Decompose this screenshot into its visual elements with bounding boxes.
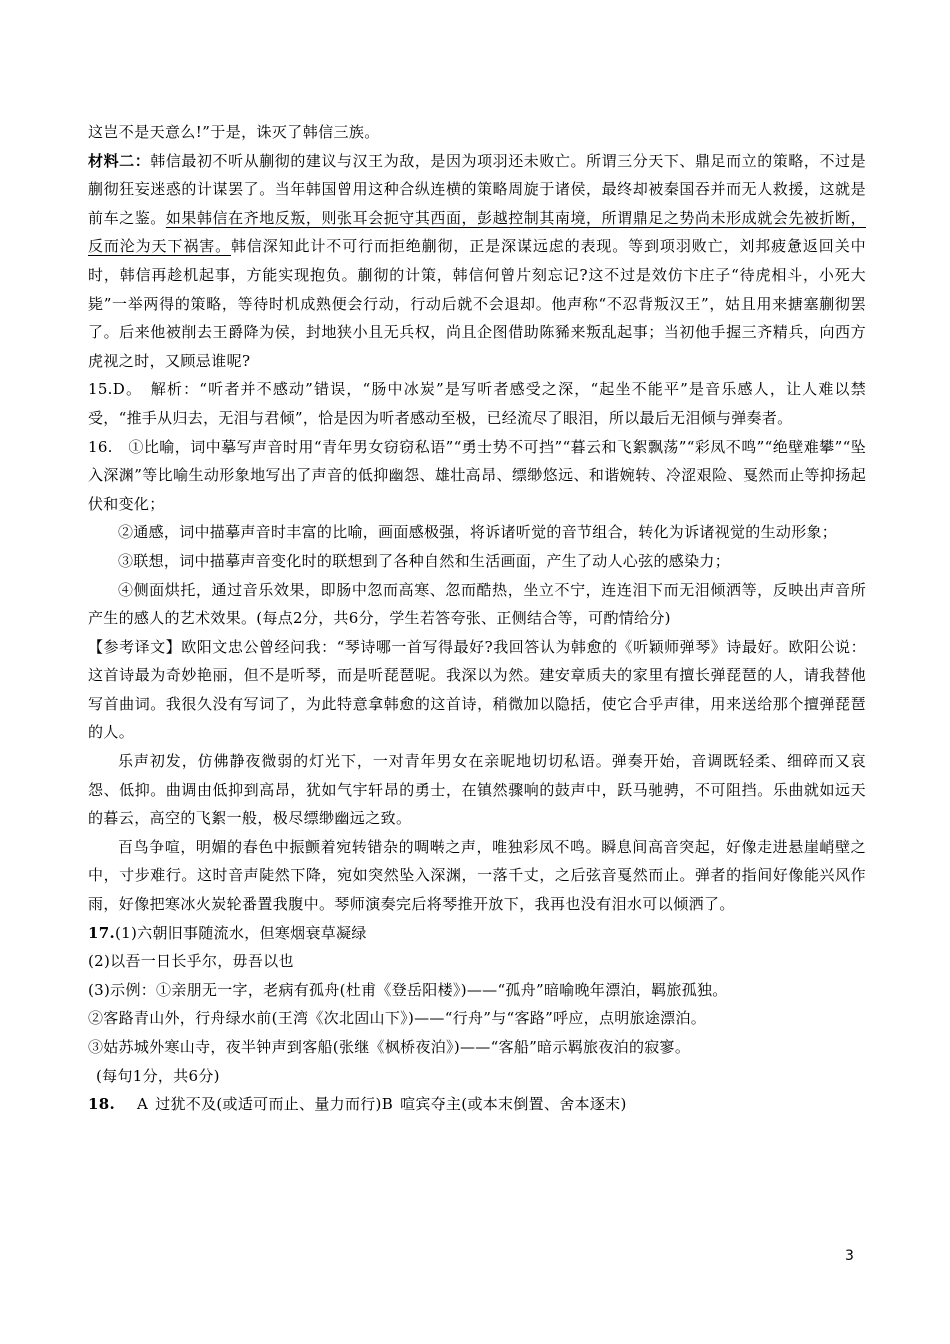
- answer-17-number: 17.: [88, 923, 115, 942]
- answer-16-point-2: ②通感，词中描摹声音时丰富的比喻，画面感极强，将诉诸听觉的音节组合，转化为诉诸视觉的生动形象；: [118, 523, 838, 542]
- answer-17-line-2: (2)以吾一日长乎尔，毋吾以也: [88, 952, 294, 971]
- answer-17-scoring: (每句1分，共6分): [96, 1066, 220, 1085]
- material-two-underlined: 如果韩信在齐地反叛，则张耳会扼守其西面，彭越控制其南境，所谓鼎足之势尚未形成就会先被折断，反而沦为天下祸害。: [88, 208, 866, 256]
- material-two: [88, 147, 866, 376]
- material-two-text-2: 韩信深知此计不可行而拒绝蒯彻，正是深谋远虑的表现。等到项羽败亡，刘邦疲惫返回关中时，韩信再趁机起事，方能实现抱负。蒯彻的计策，韩信何曾片刻忘记?这不过是效仿卞庄子“待虎相斗，小死大毙”一举两得的策略，等待时机成熟便会行动，行动后就不会退却。他声称“不忍背叛汉王”，姑且用来搪塞蒯彻罢了。后来他被削去王爵降为侯，封地狭小且无兵权，尚且企图借助陈豨来叛乱起事；当初他手握三齐精兵，向西方虎视之时，又顾忌谁呢?: [88, 237, 866, 370]
- reference-translation-3: 百鸟争喧，明媚的春色中振颤着宛转错杂的啁啭之声，唯独彩凤不鸣。瞬息间高音突起，好像走进悬崖峭壁之中，寸步难行。这时音声陡然下降，宛如突然坠入深渊，一落千丈，之后弦音戛然而止。弹者的指间好像能兴风作雨，好像把寒冰火炭轮番置我腹中。琴师演奏完后将琴推开放下，我再也没有泪水可以倾洒了。: [88, 837, 866, 914]
- answer-17-line-5: ③姑苏城外寒山寺，夜半钟声到客船(张继《枫桥夜泊》)——“客船”暗示羁旅夜泊的寂寥。: [88, 1038, 691, 1056]
- answer-15: 15.D。 解析：“听者并不感动”错误，“肠中冰炭”是写听者感受之深，“起坐不能平”是音乐感人，让人难以禁受，“推手从归去，无泪与君倾”，恰是因为听者感动至极，已经流尽了眼泪，所以最后无泪倾与弹奏者。: [88, 380, 866, 427]
- answer-17-part-1: (1)六朝旧事随流水，但寒烟衰草凝绿: [115, 923, 367, 942]
- answer-17-line-3: (3)示例：①亲朋无一字，老病有孤舟(杜甫《登岳阳楼》)——“孤舟”暗喻晚年漂泊，羁旅孤独。: [88, 980, 728, 999]
- answer-18-text: A 过犹不及(或适可而止、量力而行)B 喧宾夺主(或本末倒置、舍本逐末): [137, 1095, 627, 1114]
- answer-17-line-1: [88, 919, 866, 948]
- answer-17-line-4: ②客路青山外，行舟绿水前(王湾《次北固山下》)——“行舟”与“客路”呼应，点明旅途漂泊。: [88, 1009, 707, 1028]
- document-body: [88, 118, 866, 1119]
- answer-16-point-1: 16. ①比喻，词中摹写声音时用“青年男女窃窃私语”“勇士势不可挡”“暮云和飞絮飘荡”“彩凤不鸣”“绝壁难攀”“坠入深渊”等比喻生动形象地写出了声音的低抑幽怨、雄壮高昂、缥缈悠远、和谐婉转、冷涩艰险、戛然而止等抑扬起伏和变化；: [88, 437, 866, 513]
- material-two-label: 材料二：: [88, 151, 151, 170]
- reference-translation-2: 乐声初发，仿佛静夜微弱的灯光下，一对青年男女在亲昵地切切私语。弹奏开始，音调既轻柔、细碎而又哀怨、低抑。曲调由低抑到高昂，犹如气宇轩昂的勇士，在镇然骤响的鼓声中，跃马驰骋，不可阻挡。乐曲就如远天的暮云，高空的飞絮一般，极尽缥缈幽远之致。: [88, 752, 866, 828]
- reference-translation-1: 【参考译文】欧阳文忠公曾经问我：“琴诗哪一首写得最好?我回答认为韩愈的《听颖师弹琴》诗最好。欧阳公说：这首诗最为奇妙艳丽，但不是听琴，而是听琵琶呢。我深以为然。建安章质夫的家里有擅长弹琵琶的人，请我替他写首曲词。我很久没有写词了，为此特意拿韩愈的这首诗，稍微加以隐括，使它合乎声律，用来送给那个擅弹琵琶的人。: [88, 637, 866, 742]
- page-number: 3: [845, 1248, 854, 1264]
- intro-line: 这岂不是天意么!”于是，诛灭了韩信三族。: [88, 123, 380, 141]
- answer-18: [88, 1090, 866, 1119]
- answer-16-point-3: ③联想，词中描摹声音变化时的联想到了各种自然和生活画面，产生了动人心弦的感染力；: [118, 551, 731, 570]
- material-two-text-1: 韩信最初不听从蒯彻的建议与汉王为敌，是因为项羽还未败亡。所谓三分天下、鼎足而立的策略，不过是蒯彻狂妄迷惑的计谋罢了。当年韩国曾用这种合纵连横的策略周旋于诸侯，最终却被秦国吞并而无人救援，这就是前车之鉴。: [88, 151, 867, 227]
- answer-18-number: 18.: [88, 1095, 115, 1114]
- answer-16-point-4: ④侧面烘托，通过音乐效果，即肠中忽而高寒、忽而酷热，坐立不宁，连连泪下而无泪倾洒等，反映出声音所产生的感人的艺术效果。(每点2分，共6分，学生若答夸张、正侧结合等，可酌情给分): [88, 580, 866, 628]
